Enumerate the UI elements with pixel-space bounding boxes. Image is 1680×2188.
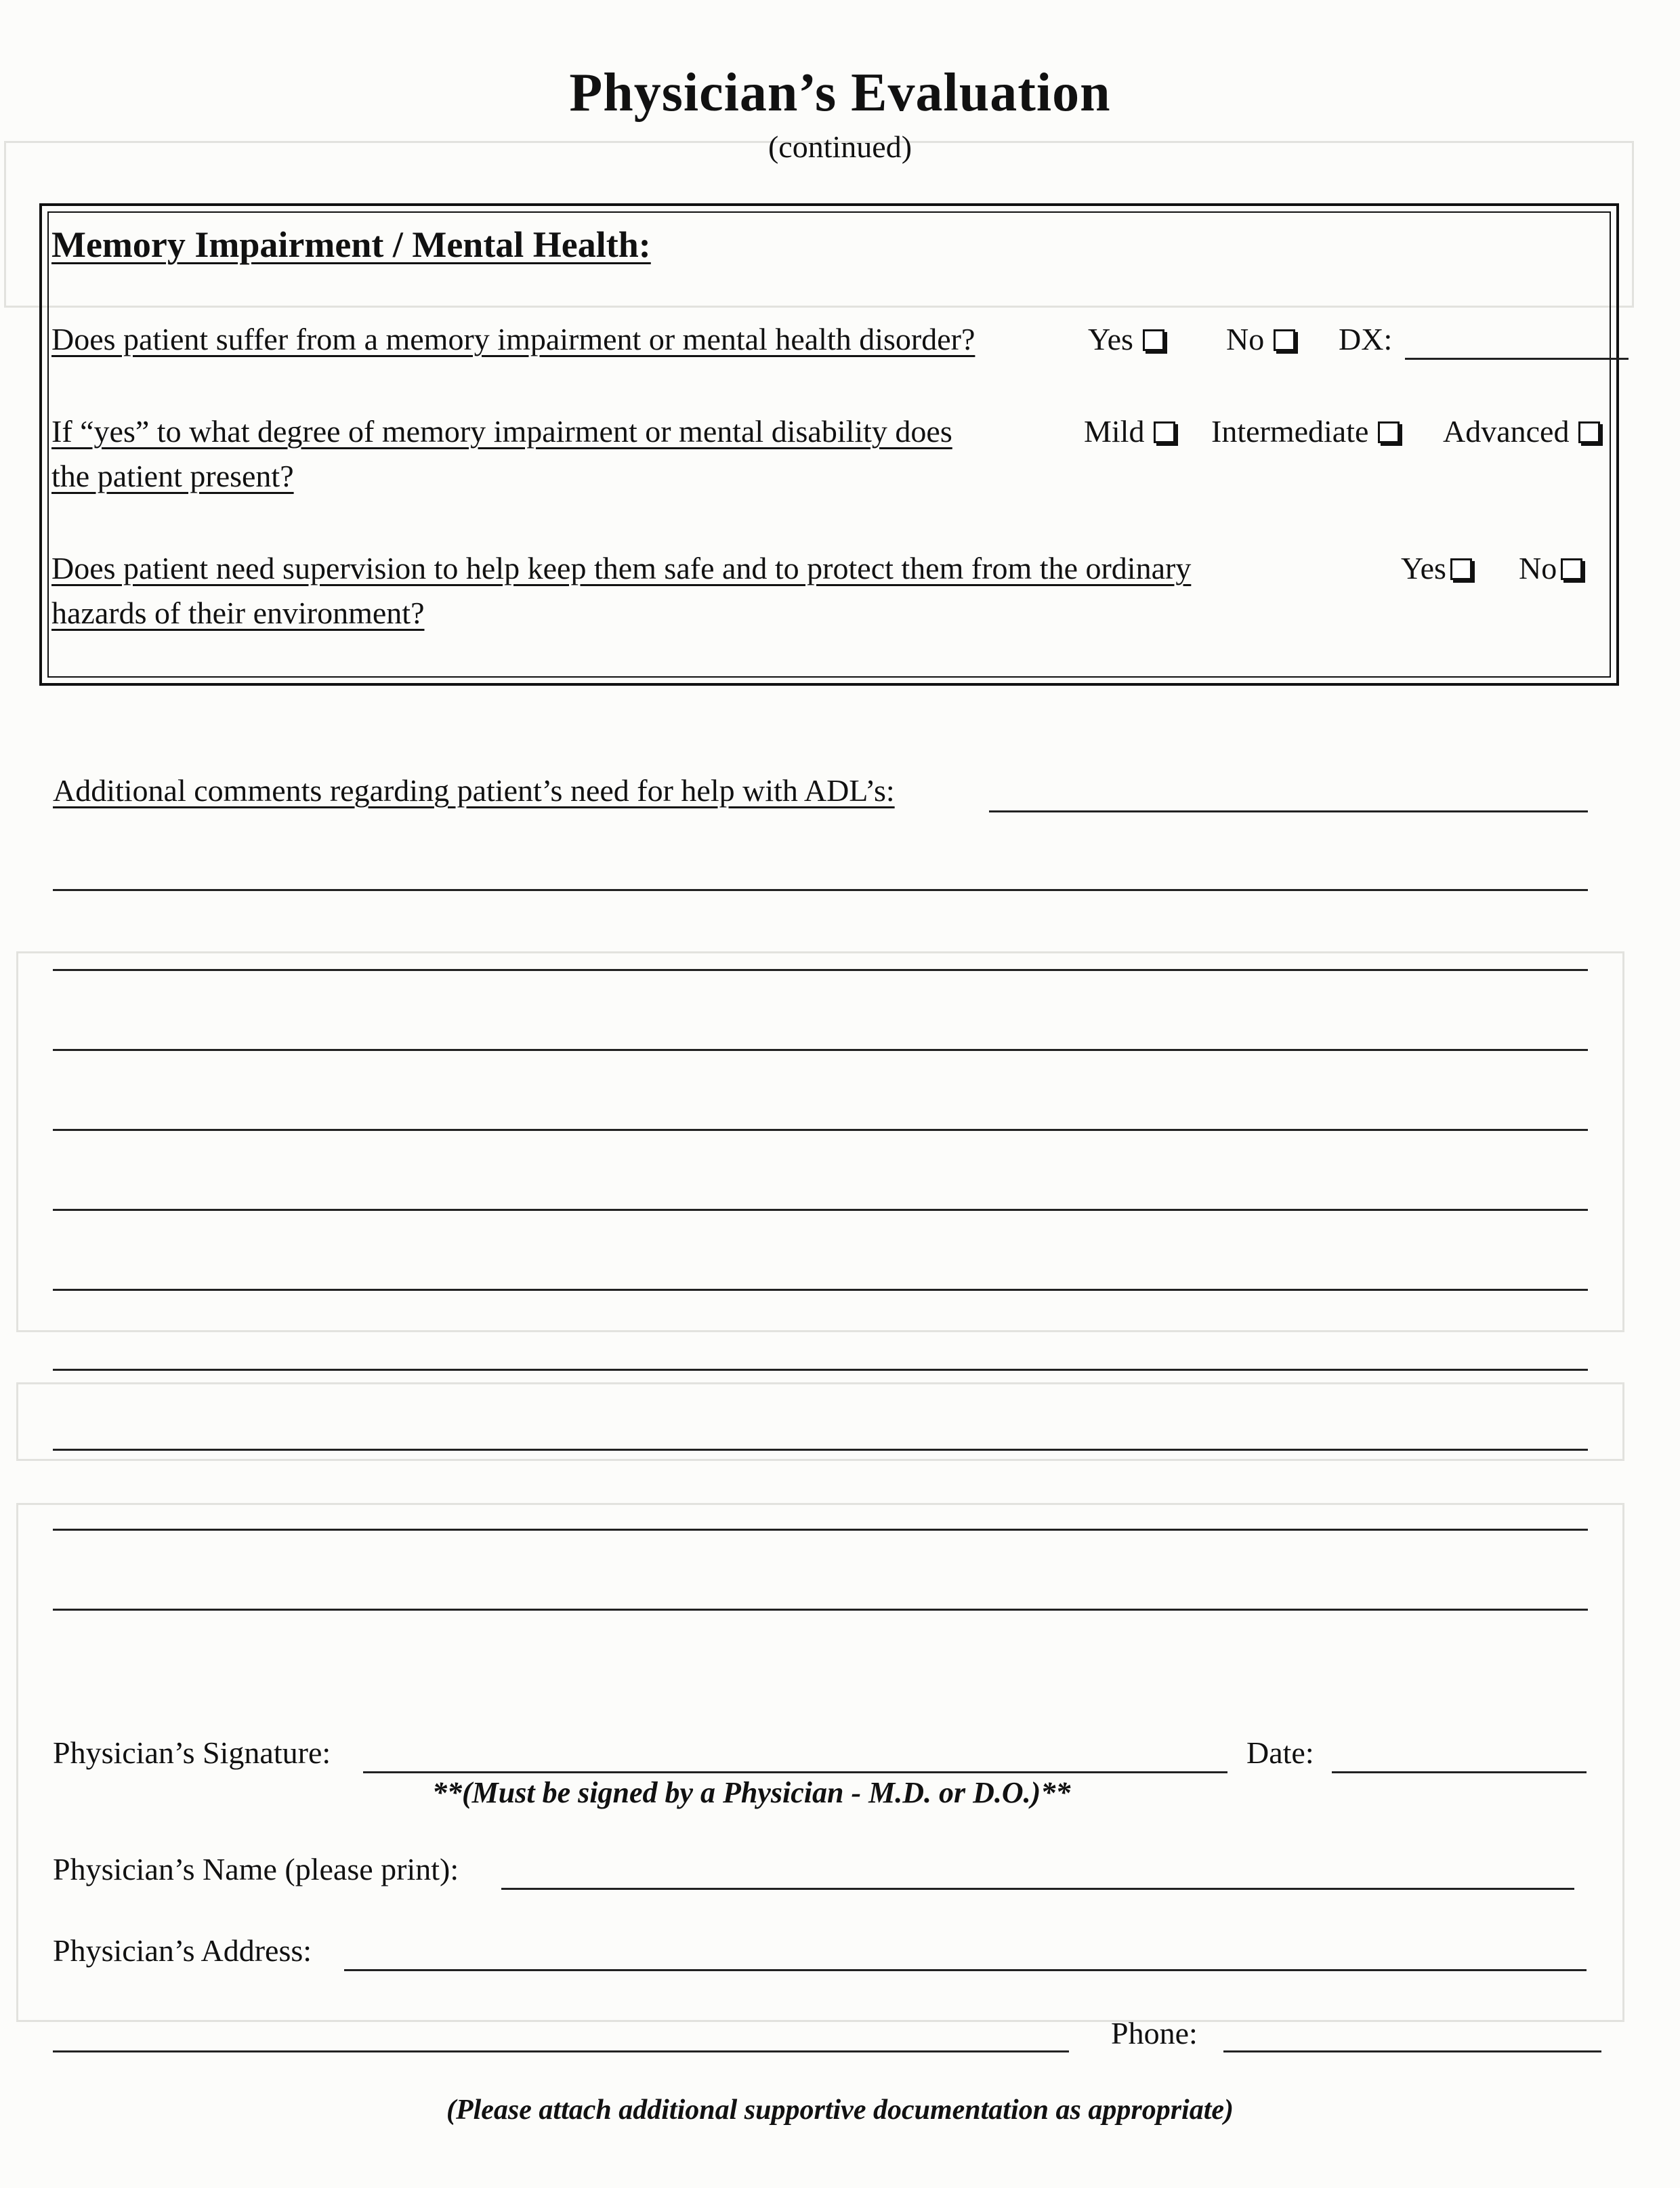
comments-line-7[interactable] [53, 1289, 1588, 1291]
q3-no-label: No [1519, 551, 1557, 585]
signature-input-line[interactable] [363, 1771, 1227, 1773]
advanced-option[interactable] [1443, 413, 1600, 449]
dx-label: DX: [1339, 322, 1393, 356]
mild-label: Mild [1084, 414, 1145, 449]
q1-no-label: No [1226, 322, 1265, 356]
comments-line-11[interactable] [53, 1609, 1588, 1611]
q3-yes-label: Yes [1401, 551, 1446, 585]
comments-label: Additional comments regarding patient’s need for help with ADL’s: [53, 773, 895, 808]
q3-no-checkbox[interactable] [1561, 558, 1582, 580]
name-label: Physician’s Name (please print): [53, 1852, 459, 1886]
address-input-line-2[interactable] [53, 2050, 1069, 2052]
question-memory-impairment: Does patient suffer from a memory impairment or mental health disorder? [51, 322, 975, 356]
address-label: Physician’s Address: [53, 1933, 312, 1968]
q3-no-option[interactable] [1519, 550, 1582, 586]
bleed-through-box-2 [16, 951, 1624, 1332]
comments-line-3[interactable] [53, 969, 1588, 971]
section-heading: Memory Impairment / Mental Health: [51, 224, 651, 265]
question-degree-line1: If “yes” to what degree of memory impairment or mental disability does [51, 414, 952, 449]
q1-yes-checkbox[interactable] [1143, 329, 1164, 351]
intermediate-label: Intermediate [1211, 414, 1369, 449]
footer-note: (Please attach additional supportive documentation as appropriate) [446, 2094, 1234, 2126]
address-input-line[interactable] [344, 1969, 1587, 1971]
q3-yes-option[interactable] [1401, 550, 1472, 586]
comments-line-10[interactable] [53, 1529, 1588, 1531]
comments-line-6[interactable] [53, 1209, 1588, 1211]
question-supervision-line2: hazards of their environment? [51, 596, 425, 630]
comments-line-9[interactable] [53, 1449, 1588, 1451]
comments-line-5[interactable] [53, 1129, 1588, 1131]
must-sign-note: **(Must be signed by a Physician - M.D. or D.O.)** [432, 1776, 1071, 1809]
q1-yes-option[interactable] [1088, 321, 1164, 357]
signature-label: Physician’s Signature: [53, 1735, 331, 1770]
comments-line-2[interactable] [53, 889, 1588, 891]
comments-line-8[interactable] [53, 1369, 1588, 1371]
phone-label: Phone: [1111, 2016, 1198, 2050]
mild-checkbox[interactable] [1154, 421, 1175, 443]
q1-no-option[interactable] [1226, 321, 1295, 357]
question-degree-line2: the patient present? [51, 459, 294, 493]
question-supervision-line1: Does patient need supervision to help keep them safe and to protect them from the ordinary [51, 551, 1192, 585]
page-subtitle: (continued) [768, 129, 912, 164]
intermediate-option[interactable] [1211, 413, 1400, 449]
comments-line-4[interactable] [53, 1049, 1588, 1051]
advanced-checkbox[interactable] [1578, 421, 1600, 443]
advanced-label: Advanced [1443, 414, 1570, 449]
dx-input-line[interactable] [1405, 358, 1629, 360]
intermediate-checkbox[interactable] [1378, 421, 1400, 443]
date-label: Date: [1246, 1735, 1314, 1770]
q1-yes-label: Yes [1088, 322, 1133, 356]
q1-no-checkbox[interactable] [1274, 329, 1295, 351]
mild-option[interactable] [1084, 413, 1175, 449]
q3-yes-checkbox[interactable] [1450, 558, 1472, 580]
date-input-line[interactable] [1332, 1771, 1587, 1773]
page-title: Physician’s Evaluation [569, 63, 1111, 123]
name-input-line[interactable] [501, 1888, 1574, 1890]
phone-input-line[interactable] [1223, 2050, 1601, 2052]
comments-line-1[interactable] [989, 810, 1588, 812]
